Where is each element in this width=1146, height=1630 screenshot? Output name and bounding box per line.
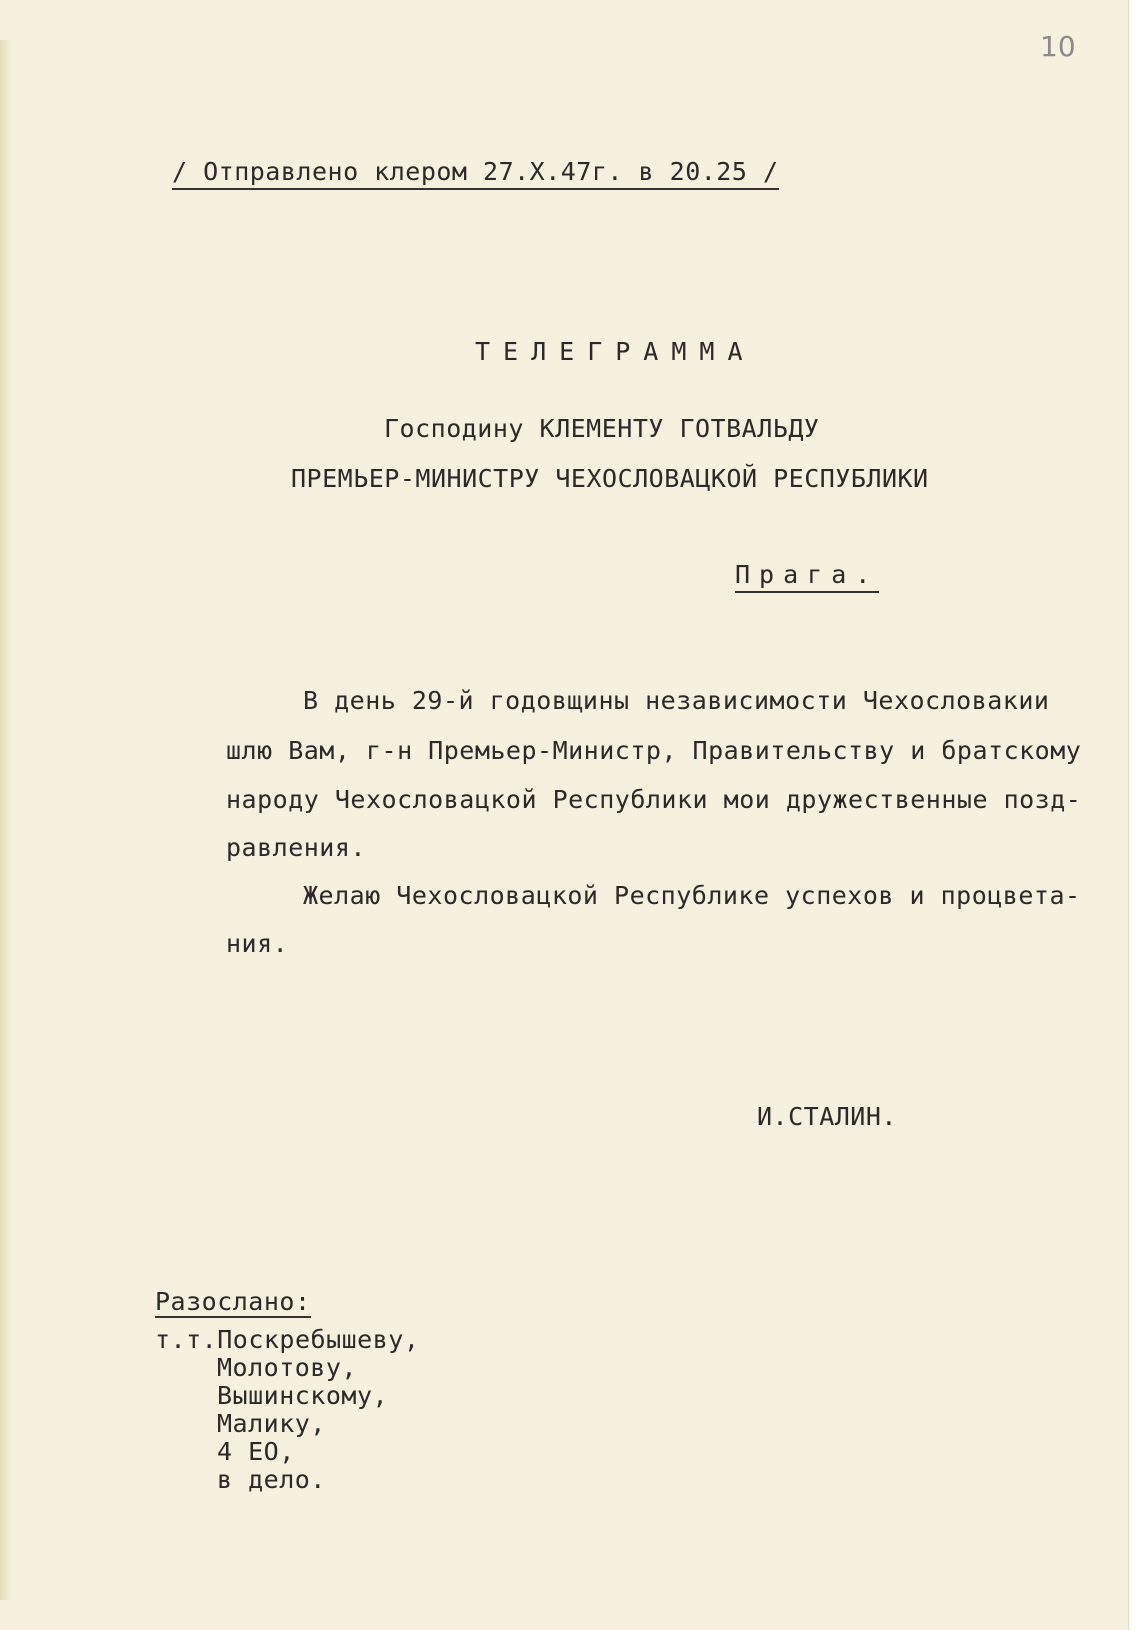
city: Прага.	[735, 560, 879, 593]
distribution-first-line	[155, 1325, 419, 1354]
distribution-recipient: 4 ЕО,	[217, 1437, 295, 1466]
distribution-prefix: т.т.	[155, 1325, 218, 1354]
distribution-label: Разослано:	[155, 1287, 311, 1316]
addressee-line-1: Господину КЛЕМЕНТУ ГОТВАЛЬДУ	[384, 414, 820, 443]
signature: И.СТАЛИН.	[757, 1102, 897, 1131]
distribution-recipient: Поскребышеву,	[217, 1325, 420, 1354]
distribution-recipient: Малику,	[217, 1409, 326, 1438]
distribution-recipient: Вышинскому,	[217, 1381, 389, 1410]
body-line: ния.	[226, 929, 289, 958]
body-line: шлю Вам, г-н Премьер-Министр, Правительству и братскому	[226, 736, 1082, 765]
addressee-line-2: ПРЕМЬЕР-МИНИСТРУ ЧЕХОСЛОВАЦКОЙ РЕСПУБЛИКИ	[291, 464, 929, 493]
body-line: равления.	[226, 833, 366, 862]
sent-note: / Отправлено клером 27.X.47г. в 20.25 /	[172, 157, 779, 190]
body-line: В день 29-й годовщины независимости Чехословакии	[303, 686, 1050, 715]
sheet-edge	[0, 40, 12, 1600]
body-line: народу Чехословацкой Республики мои дружественные позд-	[226, 785, 1082, 814]
document-title: ТЕЛЕГРАММА	[475, 337, 756, 366]
distribution-recipient: Молотову,	[217, 1353, 357, 1382]
body-line: Желаю Чехословацкой Республике успехов и процвета-	[303, 881, 1081, 910]
distribution-recipient: в дело.	[217, 1465, 326, 1494]
page-number: 10	[1040, 30, 1076, 63]
